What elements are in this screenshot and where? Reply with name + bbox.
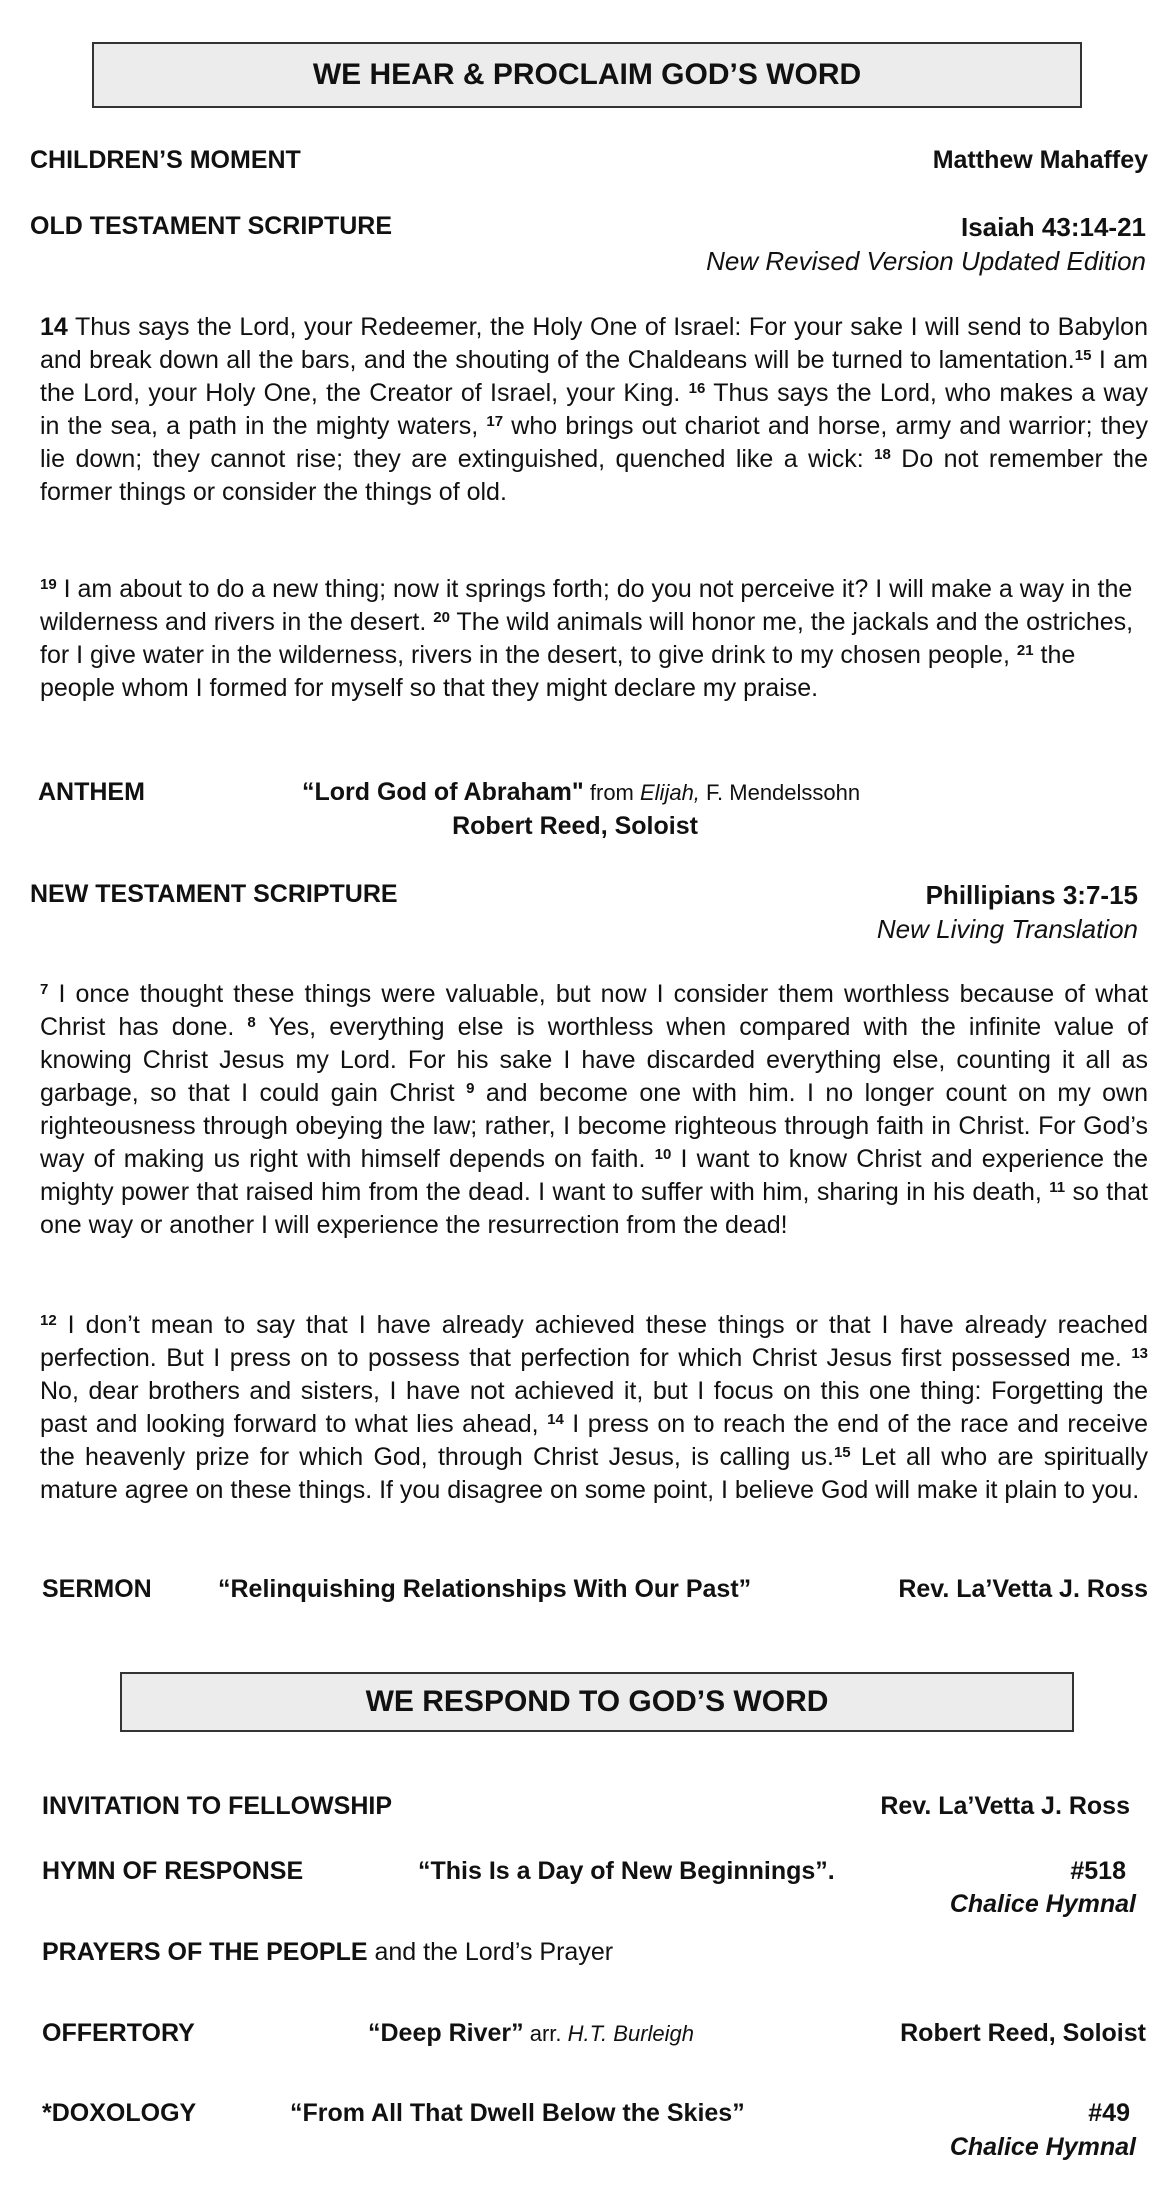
hymn-number: #518 [1070, 1857, 1126, 1885]
doxology-hymnal: Chalice Hymnal [949, 2133, 1136, 2161]
verse-number: 14 [547, 1411, 564, 1428]
old-testament-version: New Revised Version Updated Edition [706, 246, 1146, 276]
verse-text: the people whom I formed for myself so that they might declare my praise. [40, 641, 1076, 702]
verse-text: so that one way or another I will experience the resurrection from the dead! [40, 1178, 1148, 1239]
new-testament-label: NEW TESTAMENT SCRIPTURE [30, 880, 398, 908]
verse-number: 12 [40, 1312, 57, 1329]
old-testament-paragraph-2 [40, 573, 1148, 705]
anthem-from: from [583, 780, 640, 805]
hymn-hymnal: Chalice Hymnal [949, 1890, 1136, 1918]
hymn-title: “This Is a Day of New Beginnings”. [418, 1857, 835, 1885]
anthem-title: “Lord God of Abraham" [302, 778, 584, 806]
verse-text: I once thought these things were valuable, but now I consider them worthless because of what Christ has done. [40, 980, 1148, 1041]
verse-number: 14 [40, 313, 68, 341]
new-testament-paragraph-2 [40, 1309, 1148, 1507]
hymn-label: HYMN OF RESPONSE [42, 1857, 304, 1885]
verse-text: I am the Lord, your Holy One, the Creator of Israel, your King. [40, 346, 1148, 407]
anthem-work: Elijah, [640, 780, 700, 805]
section-title: WE HEAR & PROCLAIM GOD’S WORD [312, 58, 862, 91]
doxology-label: *DOXOLOGY [42, 2099, 197, 2127]
verse-text: I want to know Christ and experience the mighty power that raised him from the dead. I want to suffer with him, sharing in his death, [40, 1145, 1148, 1206]
offertory-label: OFFERTORY [42, 2019, 195, 2047]
old-testament-label: OLD TESTAMENT SCRIPTURE [30, 212, 393, 240]
verse-number: 7 [40, 981, 49, 998]
invitation-label: INVITATION TO FELLOWSHIP [42, 1792, 392, 1820]
doxology-title: “From All That Dwell Below the Skies” [290, 2099, 745, 2127]
offertory-title: “Deep River” [368, 2019, 524, 2047]
verse-number: 20 [433, 609, 450, 626]
invitation-leader: Rev. La’Vetta J. Ross [880, 1792, 1130, 1820]
offertory-arr: arr. [523, 2021, 568, 2046]
verse-text: The wild animals will honor me, the jackals and the ostriches, for I give water in the wilderness, rivers in the desert, to give drink to my chosen people, [40, 608, 1134, 669]
verse-number: 19 [40, 576, 57, 593]
prayers-line [42, 1938, 613, 1967]
childrens-moment-leader: Matthew Mahaffey [932, 146, 1148, 174]
verse-text: I am about to do a new thing; now it springs forth; do you not perceive it? I will make a way in the wilderness and rivers in the desert. [40, 575, 1133, 636]
new-testament-paragraph-1 [40, 978, 1148, 1242]
verse-number: 18 [874, 446, 891, 463]
verse-number: 9 [466, 1080, 475, 1097]
sermon-label: SERMON [42, 1575, 152, 1603]
sermon-preacher: Rev. La’Vetta J. Ross [898, 1575, 1148, 1603]
verse-text: I press on to reach the end of the race and receive the heavenly prize for which God, through Christ Jesus, is calling us. [40, 1410, 1148, 1471]
verse-text: Do not remember the former things or consider the things of old. [40, 445, 1148, 506]
verse-number: 17 [486, 413, 504, 430]
doxology-number: #49 [1088, 2099, 1130, 2127]
childrens-moment-label: CHILDREN’S MOMENT [30, 146, 301, 174]
new-testament-version: New Living Translation [876, 914, 1138, 944]
new-testament-reference: Phillipians 3:7-15 [925, 880, 1138, 910]
verse-number: 11 [1049, 1179, 1066, 1196]
verse-number: 8 [247, 1014, 256, 1031]
verse-text: and become one with him. I no longer count on my own righteousness through obeying the law; rather, I become righteous through faith in Christ. For God’s way of making us right with himself depends on faith. [40, 1079, 1148, 1173]
section-header-respond [120, 1672, 1074, 1732]
verse-text: who brings out chariot and horse, army and warrior; they lie down; they cannot rise; they are extinguished, quenched like a wick: [40, 412, 1148, 473]
anthem-label: ANTHEM [38, 778, 145, 806]
prayers-rest: and the Lord’s Prayer [367, 1938, 614, 1966]
section-header-hear-proclaim [92, 42, 1082, 108]
offertory-soloist: Robert Reed, Soloist [900, 2019, 1146, 2047]
verse-text: I don’t mean to say that I have already achieved these things or that I have already reached perfection. But I press on to possess that perfection for which Christ Jesus first possessed me. [40, 1311, 1148, 1372]
verse-text: Yes, everything else is worthless when compared with the infinite value of knowing Christ Jesus my Lord. For his sake I have discarded everything else, counting it all as garbage, so that I could gain Christ [40, 1013, 1148, 1107]
section-title: WE RESPOND TO GOD’S WORD [365, 1685, 829, 1718]
verse-text: Let all who are spiritually mature agree on these things. If you disagree on some point, I believe God will make it plain to you. [40, 1443, 1148, 1504]
verse-number: 10 [654, 1146, 672, 1163]
verse-number: 21 [1016, 642, 1034, 659]
verse-number: 15 [1074, 347, 1092, 364]
old-testament-reference: Isaiah 43:14-21 [960, 212, 1146, 242]
offertory-details [368, 2019, 694, 2048]
anthem-composer: F. Mendelssohn [699, 780, 861, 805]
anthem-soloist: Robert Reed, Soloist [452, 812, 698, 840]
verse-number: 16 [688, 380, 706, 397]
verse-text: No, dear brothers and sisters, I have not achieved it, but I focus on this one thing: Forgetting the past and looking forward to what lies ahead, [40, 1377, 1148, 1438]
verse-number: 15 [833, 1444, 851, 1461]
prayers-label: PRAYERS OF THE PEOPLE [42, 1938, 368, 1966]
verse-text: Thus says the Lord, who makes a way in the sea, a path in the mighty waters, [40, 379, 1148, 440]
anthem-details [302, 778, 860, 807]
offertory-arranger: H.T. Burleigh [567, 2021, 695, 2046]
old-testament-paragraph-1 [40, 311, 1148, 509]
sermon-title: “Relinquishing Relationships With Our Past” [218, 1575, 752, 1603]
verse-number: 13 [1131, 1345, 1148, 1362]
verse-text: Thus says the Lord, your Redeemer, the Holy One of Israel: For your sake I will send to Babylon and break down all the bars, and the shouting of the Chaldeans will be turned to lamentation. [40, 313, 1148, 374]
